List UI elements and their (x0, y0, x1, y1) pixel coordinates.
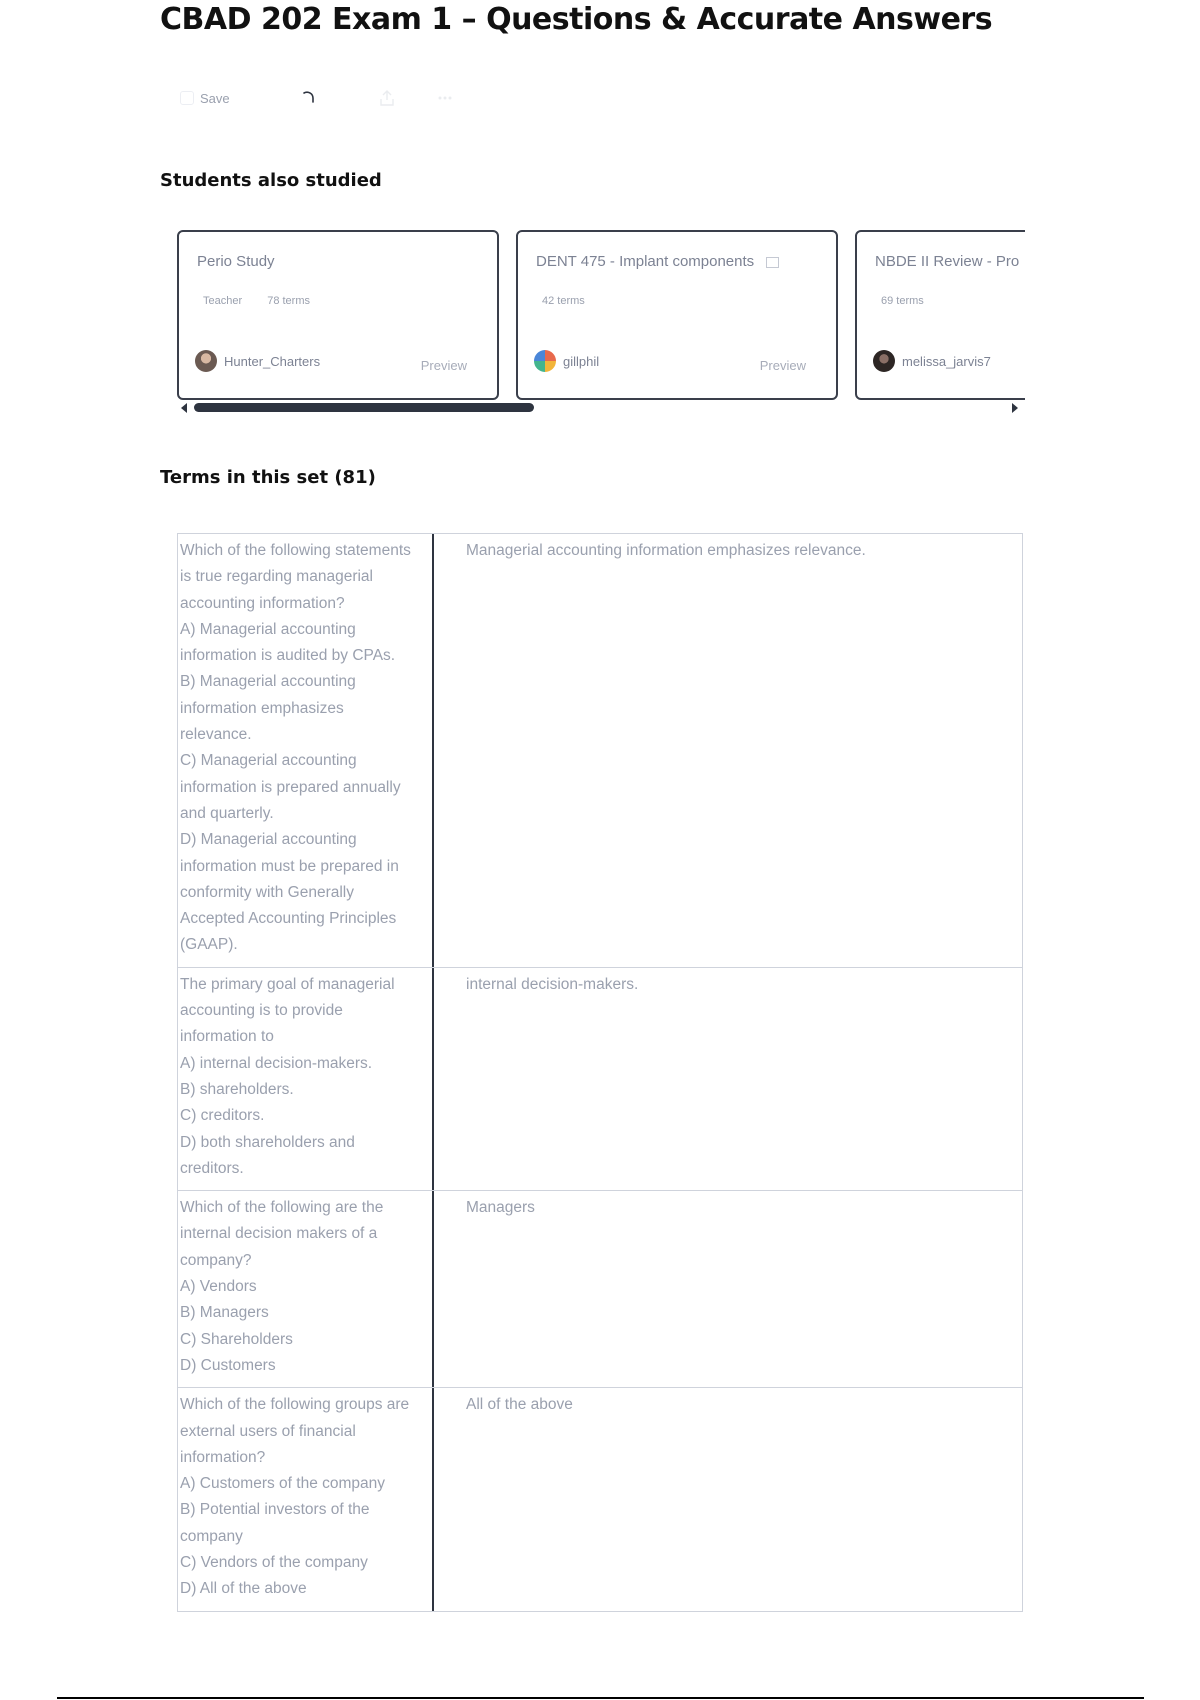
term-question: The primary goal of managerial accounting is to provide information to A) internal decision-makers. B) shareholders. C) creditors. D) both shareholders and creditors. (178, 968, 434, 1190)
avatar (195, 350, 217, 372)
avatar (534, 350, 556, 372)
card-meta (203, 295, 310, 307)
carousel-scrollbar[interactable] (194, 403, 534, 412)
study-set-carousel (177, 230, 1025, 402)
page-divider (57, 1697, 1144, 1699)
students-also-studied-heading: Students also studied (160, 170, 382, 191)
image-icon (766, 257, 779, 268)
card-title: NBDE II Review - Pro (875, 253, 1020, 270)
scroll-right-arrow-icon[interactable] (1012, 403, 1018, 413)
save-label: Save (200, 90, 230, 106)
loading-spinner-icon (300, 90, 316, 106)
terms-table (177, 533, 1023, 1612)
card-meta (881, 295, 924, 307)
card-author[interactable] (873, 350, 991, 372)
term-answer: Managerial accounting information emphasizes relevance. (466, 542, 866, 559)
save-icon (180, 91, 194, 105)
toolbar (180, 84, 494, 112)
scroll-left-arrow-icon[interactable] (181, 403, 187, 413)
term-question: Which of the following groups are external users of financial information? A) Customers of the company B) Potential investors of the company C) Vendors of the company D) All of the above (178, 1388, 434, 1610)
teacher-label: Teacher (203, 295, 243, 307)
card-title: DENT 475 - Implant components (536, 253, 755, 270)
term-count: 78 terms (267, 295, 310, 307)
term-count: 42 terms (542, 295, 585, 307)
card-meta (542, 295, 585, 307)
share-icon[interactable] (378, 89, 396, 107)
preview-button[interactable]: Preview (759, 358, 806, 373)
term-row (178, 1190, 1022, 1387)
save-button[interactable] (180, 91, 230, 106)
term-row (178, 534, 1022, 967)
term-answer: Managers (466, 1199, 535, 1217)
study-set-card[interactable] (177, 230, 499, 400)
term-answer: All of the above (466, 1396, 573, 1414)
terms-heading: Terms in this set (81) (160, 467, 376, 488)
card-author[interactable] (534, 350, 599, 372)
card-title: Perio Study (197, 253, 275, 270)
term-row (178, 1387, 1022, 1610)
author-name: gillphil (563, 353, 600, 369)
term-count: 69 terms (881, 295, 924, 307)
author-name: melissa_jarvis7 (902, 353, 991, 369)
study-set-card[interactable] (855, 230, 1025, 400)
term-question: Which of the following are the internal decision makers of a company? A) Vendors B) Managers C) Shareholders D) Customers (178, 1191, 434, 1387)
preview-button[interactable]: Preview (420, 358, 467, 373)
term-row (178, 967, 1022, 1190)
page-title: CBAD 202 Exam 1 – Questions & Accurate Answers (160, 2, 993, 37)
study-set-card[interactable] (516, 230, 838, 400)
card-author[interactable] (195, 350, 320, 372)
author-name: Hunter_Charters (224, 353, 321, 369)
more-options-icon[interactable] (436, 89, 454, 107)
term-answer: internal decision-makers. (466, 975, 639, 993)
avatar (873, 350, 895, 372)
card-title-row (536, 253, 779, 270)
term-question: Which of the following statements is true regarding managerial accounting information? A) Managerial accounting information is audited by CPAs. B) Managerial accounting information emphasizes relevance. C) Managerial accounting information is prepared annually and quarterly. D) Managerial accounting information must be prepared in conformity with Generally Accepted Accounting Principles (GAAP). (178, 534, 434, 967)
